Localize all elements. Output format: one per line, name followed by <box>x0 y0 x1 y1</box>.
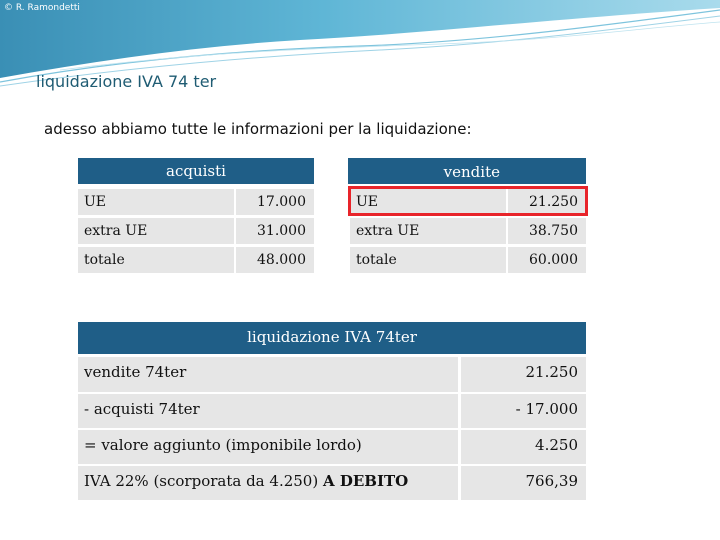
acquisti-row-ue-label: UE <box>78 189 234 215</box>
acquisti-header-label: acquisti <box>166 162 226 180</box>
liquidazione-row-iva-label-bold: A DEBITO <box>322 472 409 490</box>
vendite-header-label: vendite <box>443 163 500 181</box>
intro-text: adesso abbiamo tutte le informazioni per la liquidazione: <box>44 120 472 138</box>
liquidazione-row-iva-label-text: IVA 22% (scorporata da 4.250) <box>84 472 323 490</box>
liquidazione-row-valore-aggiunto-value <box>461 430 586 464</box>
liquidazione-header <box>78 322 586 354</box>
acquisti-row-totale-label: totale <box>78 247 234 273</box>
liquidazione-header-label: liquidazione IVA 74ter <box>247 328 417 346</box>
acquisti-row-totale-value: 48.000 <box>236 247 314 273</box>
liquidazione-row-iva-label <box>78 466 458 500</box>
liquidazione-row-vendite-label-text: vendite 74ter <box>84 363 187 381</box>
liquidazione-row-valore-aggiunto-label <box>78 430 458 464</box>
vendite-row-totale-value: 60.000 <box>508 247 586 273</box>
liquidazione-row-iva-value-text: 766,39 <box>525 472 578 490</box>
vendite-header <box>348 158 586 184</box>
vendite-row-extra-ue-label: extra UE <box>350 218 506 244</box>
liquidazione-row-vendite-value <box>461 357 586 392</box>
liquidazione-row-acquisti-label <box>78 394 458 428</box>
liquidazione-row-iva-value <box>461 466 586 500</box>
vendite-row-totale-label: totale <box>350 247 506 273</box>
acquisti-row-extra-ue-label: extra UE <box>78 218 234 244</box>
vendite-row-extra-ue-value: 38.750 <box>508 218 586 244</box>
acquisti-header <box>78 158 314 184</box>
vendite-row-ue-label: UE <box>350 189 506 215</box>
copyright-notice: © R. Ramondetti <box>4 3 80 13</box>
liquidazione-row-vendite-value-text: 21.250 <box>525 363 578 381</box>
vendite-row-ue-value: 21.250 <box>508 189 586 215</box>
slide-title: liquidazione IVA 74 ter <box>36 72 217 91</box>
liquidazione-row-vendite-label <box>78 357 458 392</box>
acquisti-row-ue-value: 17.000 <box>236 189 314 215</box>
acquisti-row-extra-ue-value: 31.000 <box>236 218 314 244</box>
liquidazione-row-valore-aggiunto-label-text: = valore aggiunto (imponibile lordo) <box>84 436 362 454</box>
vendite-ue-highlight <box>348 186 588 216</box>
liquidazione-row-valore-aggiunto-value-text: 4.250 <box>535 436 578 454</box>
liquidazione-row-acquisti-value-text: - 17.000 <box>515 400 578 418</box>
liquidazione-row-acquisti-label-text: - acquisti 74ter <box>84 400 200 418</box>
liquidazione-row-acquisti-value <box>461 394 586 428</box>
